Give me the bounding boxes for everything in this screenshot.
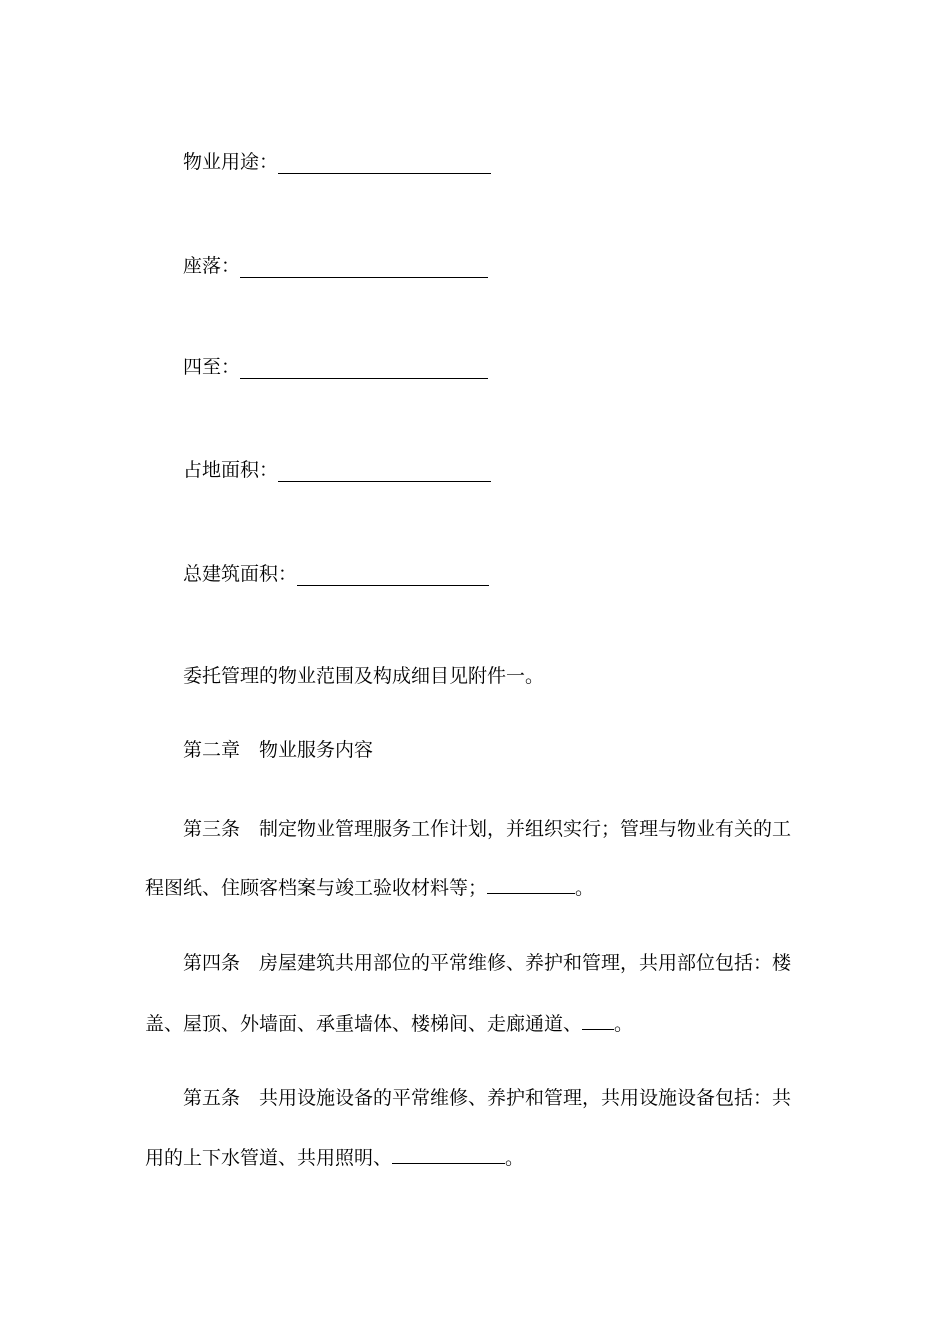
scope-note: 委托管理的物业范围及构成细目见附件一。 <box>183 665 545 687</box>
article-5-text: 用的上下水管道、共用照明、 <box>145 1147 393 1169</box>
field-label-property-use: 物业用途： <box>183 151 279 173</box>
fill-in-blank <box>278 153 491 174</box>
article-4-line-2 <box>145 1010 633 1036</box>
fill-in-blank <box>240 257 488 278</box>
fill-in-blank <box>582 1010 614 1030</box>
field-property-use <box>183 150 491 174</box>
article-3-line-1: 第三条 制定物业管理服务工作计划，并组织实行；管理与物业有关的工 <box>183 818 792 840</box>
field-total-floor-area <box>183 562 489 586</box>
field-boundaries <box>183 355 488 379</box>
article-5-end: 。 <box>505 1147 525 1169</box>
article-5-line-1: 第五条 共用设施设备的平常维修、养护和管理，共用设施设备包括：共 <box>183 1087 792 1109</box>
article-4-end: 。 <box>614 1013 634 1035</box>
fill-in-blank <box>240 358 488 379</box>
article-3-text: 程图纸、住顾客档案与竣工验收材料等； <box>145 877 488 899</box>
field-label-total-floor-area: 总建筑面积： <box>183 563 298 585</box>
article-3-line-2 <box>145 874 594 900</box>
article-4-text: 盖、屋顶、外墙面、承重墙体、楼梯间、走廊通道、 <box>145 1013 583 1035</box>
field-label-boundaries: 四至： <box>183 356 241 378</box>
field-location <box>183 254 488 278</box>
chapter-heading: 第二章 物业服务内容 <box>183 739 374 761</box>
article-3-end: 。 <box>575 877 595 899</box>
fill-in-blank <box>392 1144 505 1164</box>
article-4-line-1: 第四条 房屋建筑共用部位的平常维修、养护和管理，共用部位包括：楼 <box>183 952 792 974</box>
field-label-land-area: 占地面积： <box>183 459 279 481</box>
article-5-line-2 <box>145 1144 524 1170</box>
field-label-location: 座落： <box>183 255 241 277</box>
fill-in-blank <box>297 565 489 586</box>
fill-in-blank <box>487 874 575 894</box>
fill-in-blank <box>278 461 491 482</box>
field-land-area <box>183 458 491 482</box>
